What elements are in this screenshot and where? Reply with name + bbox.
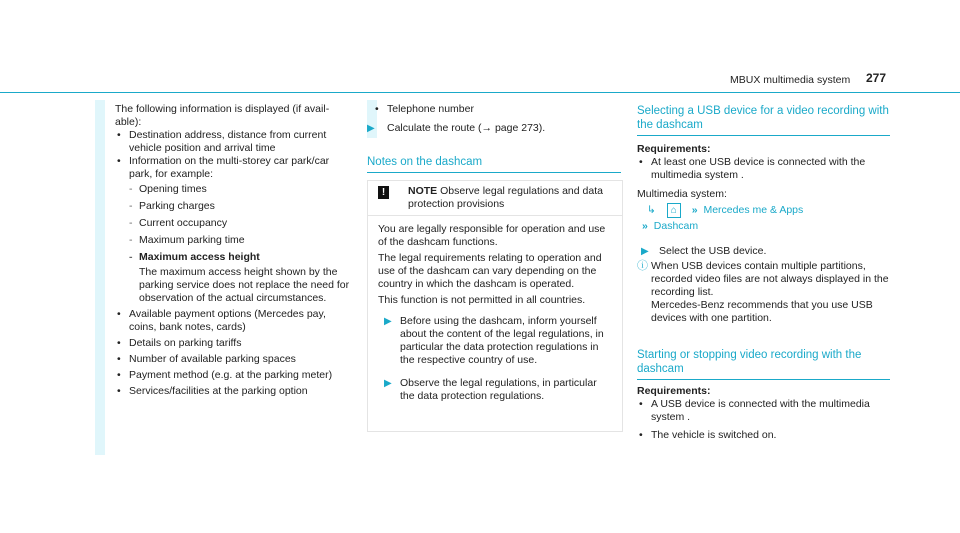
- path-item: Mercedes me & Apps: [703, 204, 804, 216]
- header-rule: [0, 92, 960, 93]
- info-text: Mercedes-Benz recommends that you use USB devices with one partition.: [651, 299, 873, 324]
- list-item: • Payment method (e.g. at the parking meter): [115, 369, 350, 382]
- access-height-note: The maximum access height shown by the parking service does not replace the need for observation of the actual circumstances.: [139, 266, 350, 304]
- step-arrow-icon: ▶: [367, 123, 375, 134]
- notice-label: NOTE: [408, 185, 438, 197]
- notice-paragraph: This function is not permitted in all countries.: [378, 294, 586, 306]
- list-item: • Telephone number: [373, 103, 618, 116]
- list-item: • Number of available parking spaces: [115, 353, 350, 366]
- notice-box: [367, 180, 623, 432]
- page-header-title: MBUX multimedia system: [730, 74, 851, 86]
- left-column: [115, 103, 350, 398]
- step-text: Select the USB device.: [659, 245, 767, 257]
- requirement-item: • A USB device is connected with the multimedia system .: [637, 398, 890, 424]
- step-text: Calculate the route (→ page 273).: [387, 122, 546, 134]
- notice-paragraph: The legal requirements relating to operation and use of the dashcam can vary depending on the country in which the dashcam is operated.: [378, 252, 602, 290]
- step-item: [378, 377, 612, 403]
- section-title: Starting or stopping video recording with the dashcam: [637, 349, 862, 375]
- double-chevron-icon: »: [691, 204, 698, 216]
- sub-list-item: - Current occupancy: [115, 217, 350, 230]
- path-item: Dashcam: [653, 220, 699, 232]
- notice-text: Observe legal regulations and data protection provisions: [408, 185, 603, 210]
- menu-path: [637, 220, 890, 235]
- notice-header: [368, 181, 622, 215]
- list-item: • Information on the multi-storey car park/car park, for example:: [115, 155, 350, 181]
- step-item: [637, 245, 890, 258]
- step-arrow-icon: ▶: [384, 316, 392, 327]
- home-icon: ⌂: [667, 203, 681, 218]
- requirements-label: Requirements:: [637, 143, 711, 155]
- section-rule: [637, 135, 890, 136]
- step-arrow-icon: ▶: [384, 378, 392, 389]
- menu-path: [637, 203, 890, 218]
- notice-paragraph: You are legally responsible for operation and use of the dashcam functions.: [378, 223, 606, 248]
- page-number: 277: [866, 71, 887, 85]
- info-icon: ⓘ: [637, 260, 648, 272]
- warning-icon: !: [378, 186, 389, 199]
- intro-text: The following information is displayed (if available):: [115, 103, 330, 128]
- step-item: [378, 315, 612, 367]
- path-start-icon: ↳: [647, 204, 656, 216]
- usb-section-heading: [637, 104, 890, 136]
- step-text: Observe the legal regulations, in particular the data protection regulations.: [400, 377, 597, 402]
- list-item: • Destination address, distance from current vehicle position and arrival time: [115, 129, 350, 155]
- double-chevron-icon: »: [642, 220, 648, 232]
- sub-list-item: - Maximum access height: [115, 251, 350, 264]
- list-item: • Details on parking tariffs: [115, 337, 350, 350]
- section-title: Selecting a USB device for a video recording with the dashcam: [637, 105, 889, 131]
- right-column-bottom: [637, 385, 890, 442]
- list-item: • Available payment options (Mercedes pay, coins, bank notes, cards): [115, 308, 350, 334]
- left-info-bar: [95, 100, 105, 455]
- step-item: [367, 122, 618, 135]
- sub-list-item: - Opening times: [115, 183, 350, 196]
- multimedia-label: Multimedia system:: [637, 188, 727, 200]
- step-text: Before using the dashcam, inform yourself about the content of the legal regulations, in particular the data protection regulations in the respective country of use.: [400, 315, 604, 366]
- recording-section-heading: [637, 348, 890, 380]
- sub-list-item: - Parking charges: [115, 200, 350, 213]
- section-rule: [637, 379, 890, 380]
- notes-section-heading: [367, 155, 621, 173]
- step-arrow-icon: ▶: [641, 246, 649, 257]
- notice-body: [368, 215, 622, 412]
- middle-top: [367, 103, 618, 135]
- section-title: Notes on the dashcam: [367, 156, 483, 168]
- section-rule: [367, 172, 621, 173]
- info-note: [637, 260, 890, 325]
- requirement-item: • The vehicle is switched on.: [637, 429, 890, 442]
- info-text: When USB devices contain multiple partitions, recorded video files are not always displayed in the recording list.: [651, 260, 889, 298]
- requirement-item: • At least one USB device is connected with the multimedia system .: [637, 156, 890, 182]
- requirements-label: Requirements:: [637, 385, 711, 397]
- right-column: [637, 143, 890, 325]
- list-item: • Services/facilities at the parking option: [115, 385, 350, 398]
- sub-list-item: - Maximum parking time: [115, 234, 350, 247]
